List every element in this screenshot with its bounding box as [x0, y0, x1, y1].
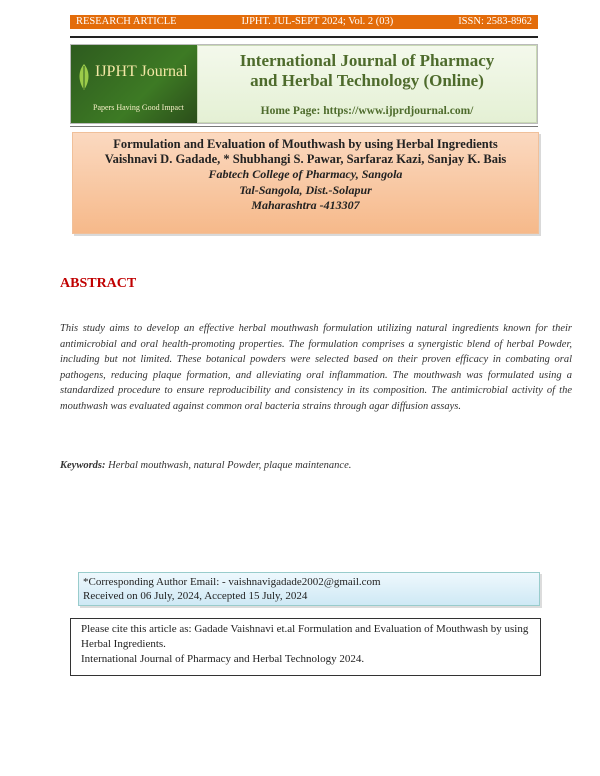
journal-title-block	[197, 45, 537, 123]
article-authors: Vaishnavi D. Gadade, * Shubhangi S. Pawar, Sarfaraz Kazi, Sanjay K. Bais	[104, 152, 507, 166]
logo-name: IJPHT Journal	[95, 63, 188, 80]
journal-header	[70, 44, 538, 124]
journal-logo	[71, 45, 197, 123]
keywords-text: Herbal mouthwash, natural Powder, plaque maintenance.	[105, 460, 352, 471]
issue-label: IJPHT. JUL-SEPT 2024; Vol. 2 (03)	[241, 16, 394, 27]
abstract-heading: ABSTRACT	[60, 276, 137, 291]
citation-journal: International Journal of Pharmacy and Herbal Technology 2024.	[81, 653, 365, 665]
citation-box	[70, 618, 541, 676]
corresponding-email: *Corresponding Author Email: - vaishnavigadade2002@gmail.com	[83, 576, 381, 588]
leaf-icon	[77, 63, 91, 91]
keywords	[60, 460, 351, 471]
abstract-text: This study aims to develop an effective herbal mouthwash formulation utilizing natural ingredients known for their antimicrobial and oral health-promoting properties. The formulation comprises a synergistic blend of herbal Powder, including but not limited. These botanical powders were selected based on their proven efficacy in combating oral pathogens, reducing plaque formation, and alleviating oral inflammation. The mouthwash was formulated using a standardized procedure to ensure reproducibility and consistency in its composition. The antimicrobial activity of the mouthwash was evaluated against common oral bacteria strains through agar diffusion assays.	[60, 323, 572, 412]
received-dates: Received on 06 July, 2024, Accepted 15 July, 2024	[83, 590, 308, 602]
logo-tagline: Papers Having Good Impact	[93, 103, 184, 112]
section-label: RESEARCH ARTICLE	[76, 16, 177, 27]
article-info-box	[72, 132, 539, 234]
journal-title-line2: and Herbal Technology (Online)	[250, 71, 484, 90]
header-bar	[70, 15, 538, 29]
keywords-label: Keywords:	[60, 460, 106, 471]
citation-text: Please cite this article as: Gadade Vaishnavi et.al Formulation and Evaluation of Mouthwash by using Herbal Ingredients.	[81, 623, 529, 650]
affiliation-line: Maharashtra -413307	[251, 198, 360, 212]
divider	[70, 126, 538, 127]
article-title: Formulation and Evaluation of Mouthwash by using Herbal Ingredients	[113, 137, 498, 151]
affiliation-line: Tal-Sangola, Dist.-Solapur	[239, 182, 372, 197]
correspondence-box	[78, 572, 540, 606]
divider	[70, 36, 538, 38]
issn-label: ISSN: 2583-8962	[458, 16, 532, 27]
journal-title-line1: International Journal of Pharmacy	[239, 51, 495, 70]
homepage-link[interactable]: Home Page: https://www.ijprdjournal.com/	[260, 105, 474, 117]
affiliation-line: Fabtech College of Pharmacy, Sangola	[208, 167, 403, 181]
